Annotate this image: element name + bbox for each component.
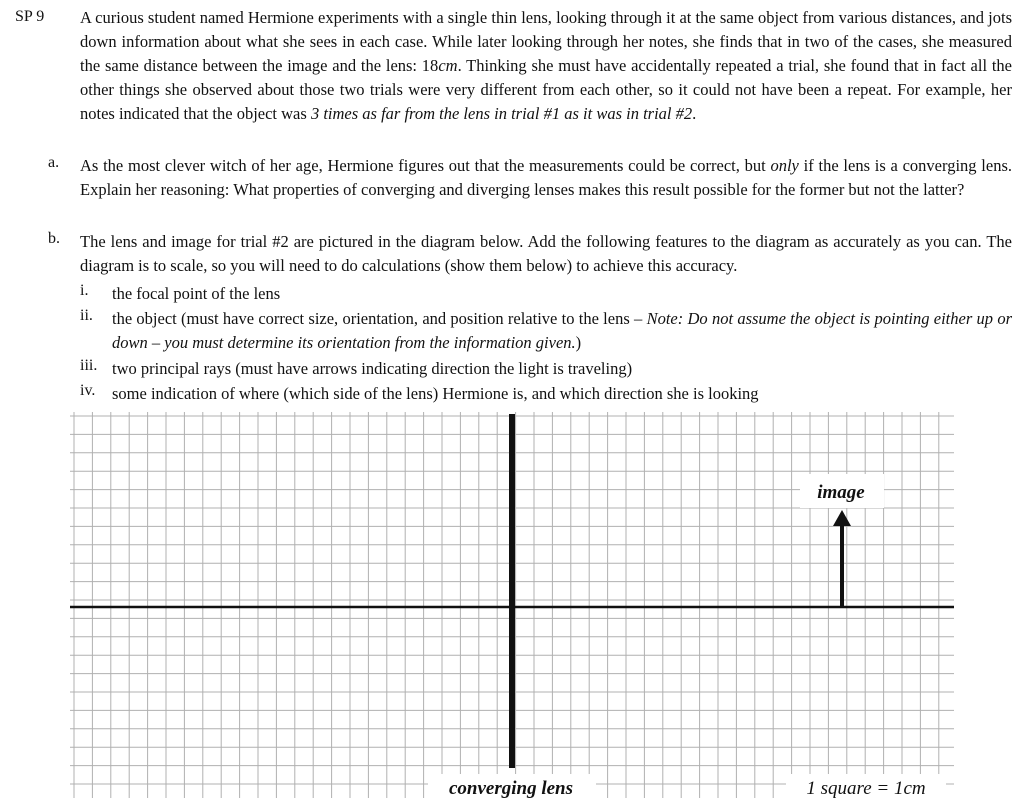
item-iii-label: iii. — [80, 357, 98, 374]
item-i-text: the focal point of the lens — [112, 284, 281, 303]
part-b-text: The lens and image for trial #2 are pictured in the diagram below. Add the following features to the diagram as accurately as you can. The diagram is to scale, so you will need to do calculations (show them below) to achieve this accuracy. — [80, 232, 1012, 275]
intro-paragraph: A curious student named Hermione experiments with a single thin lens, looking through it at the same object from various distances, and jots down information about what she sees in each case. While later looking through her notes, she finds that in two of the cases, she measured the same distance between the image and the lens: 18cm. Thinking she must have accidentally repeated a trial, she found that in fact all the other things she observed about those two trials were very different from each other, so it could not have been a repeat. For example, her notes indicated that the object was 3 times as far from the lens in trial #1 as it was in trial #2. — [80, 8, 1012, 123]
item-ii-text: the object (must have correct size, orientation, and position relative to the lens – Note: Do not assume the object is pointing either up or down – you must determine its orientation from the information given.) — [112, 309, 1012, 352]
item-iv-label: iv. — [80, 382, 96, 399]
item-i-label: i. — [80, 282, 89, 299]
part-a-label: a. — [48, 154, 60, 171]
part-b-label: b. — [48, 230, 60, 247]
item-ii-label: ii. — [80, 307, 93, 324]
part-a-text: As the most clever witch of her age, Hermione figures out that the measurements could be correct, but only if the lens is a converging lens. Explain her reasoning: What properties of converging and diverging lenses makes this result possible for the former but not the latter? — [80, 156, 1012, 199]
lens-diagram — [70, 412, 954, 798]
item-iii-text: two principal rays (must have arrows indicating direction the light is traveling) — [112, 359, 633, 378]
image-label: image — [817, 482, 865, 503]
item-iv-text: some indication of where (which side of the lens) Hermione is, and which direction she is looking — [112, 384, 759, 403]
lens-label: converging lens — [448, 778, 574, 798]
problem-number: SP 9 — [15, 8, 45, 25]
image-arrow — [833, 510, 851, 607]
scale-label: 1 square = 1cm — [806, 778, 926, 798]
